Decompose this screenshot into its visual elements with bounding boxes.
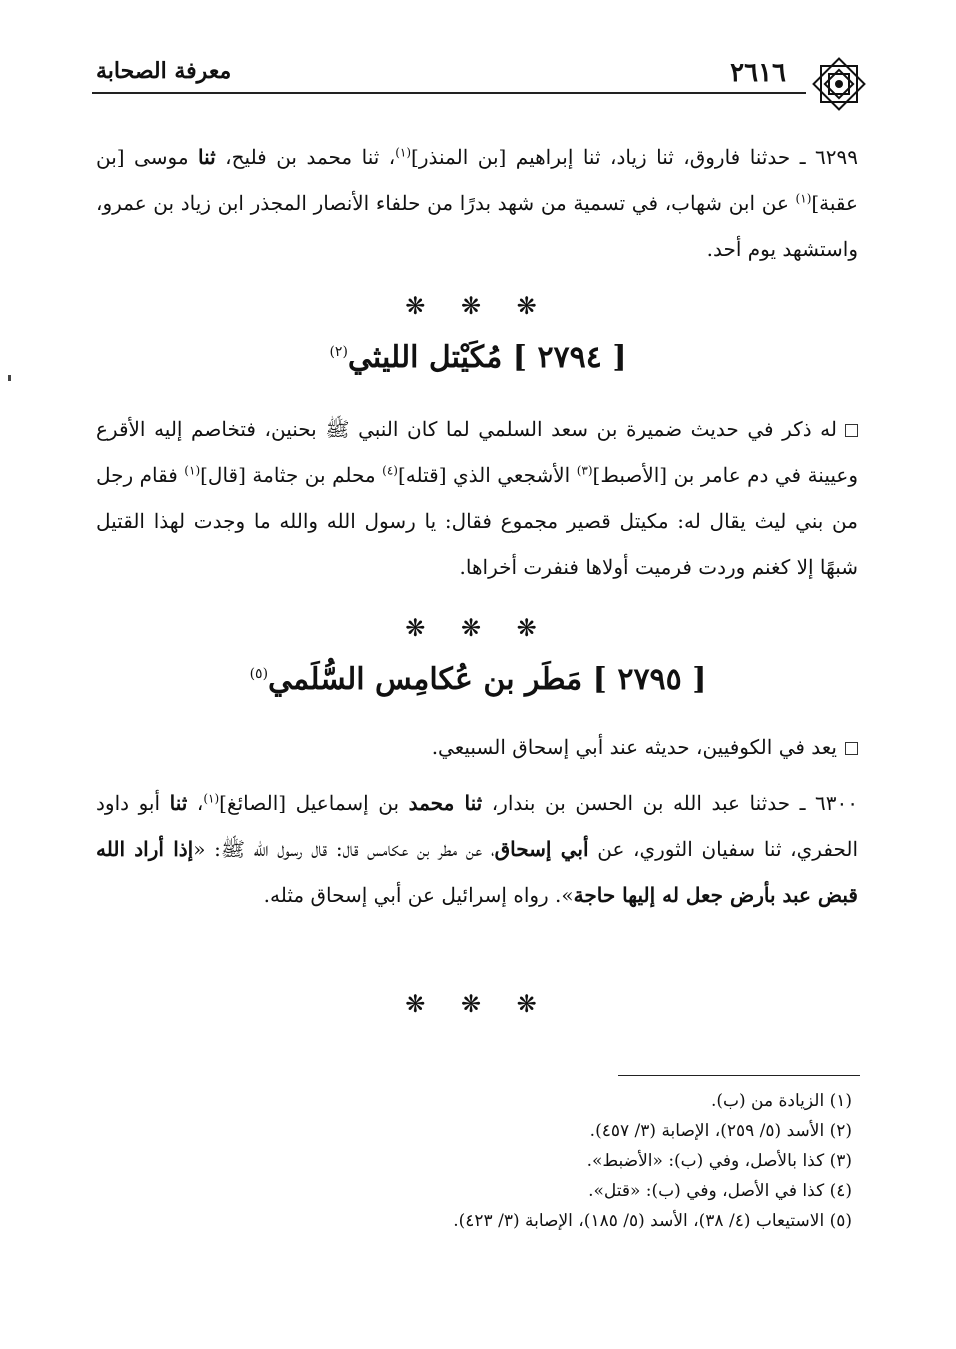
book-title: معرفة الصحابة [96,58,232,84]
scan-margin-mark [8,375,11,381]
entry-heading-2794: [ ٢٧٩٤ ] مُكَيْتل الليثي$^{(٢)}$ [329,340,627,375]
entry-heading-2795: [ ٢٧٩٥ ] مَطَر بن عُكامِس السُّلَمي$^{(٥)}$ [249,662,707,697]
footnote: (٣) كذا بالأصل، وفي (ب): «الأضبط». [586,1151,852,1171]
header-rule [92,92,806,94]
hadith-6299: ٦٢٩٩ ـ حدثنا فاروق، ثنا زياد، ثنا إبراهيم [بن المنذر]$^{(١)}$، ثنا محمد بن فليح، ثنا موسى [بن عقبة]$^{(١)}$ عن ابن شهاب، في تسمية من شهد بدرًا من حلفاء الأنصار المجذر ابن زياد بن عمرو، واستشهد يوم أحد. [96,145,859,261]
section-separator: ❋ ❋ ❋ [405,614,551,642]
footnote-ref: (٥) [249,666,269,682]
square-bullet-icon [845,424,858,437]
footnote-ref: (٣) [576,463,593,478]
entry-2795-text: يعد في الكوفيين، حديثه عند أبي إسحاق السبيعي. [96,724,858,770]
footnotes [96,1086,852,1236]
footnote-ref: (١) [795,191,812,206]
page-number: ٢٦١٦ [730,58,786,88]
footnote-ref: (١) [395,145,412,160]
square-bullet-icon [845,742,858,755]
octagram-ornament-icon [810,55,868,113]
footnote-ref: (١) [203,791,220,806]
footnote: (٥) الاستيعاب (٤/ ٣٨)، الأسد (٥/ ١٨٥)، الإصابة (٣/ ٤٢٣). [453,1211,852,1231]
footnote-ref: (٢) [329,344,348,360]
footnote-ref: (١) [184,463,201,478]
footnote: (١) الزيادة من (ب). [710,1091,852,1111]
footnote-rule [618,1075,860,1076]
footnote-ref: (٤) [382,463,398,478]
section-separator: ❋ ❋ ❋ [405,292,551,320]
footnote: (٤) كذا في الأصل، وفي (ب): «قتل». [588,1181,852,1201]
hadith-6300: ٦٣٠٠ ـ حدثنا عبد الله بن الحسن بن بندار، ثنا محمد بن إسماعيل [الصائغ]$^{(١)}$، ثنا أبو داود الحفري، ثنا سفيان الثوري، عن أبي إسحاق، عن مطر بن عكامس قال: قال رسول الله ﷺ: «إذا أراد الله قبض عبد بأرض جعل له إليها حاجة». رواه إسرائيل عن أبي إسحاق مثله. [96,791,859,907]
footnote: (٢) الأسد (٥/ ٢٥٩)، الإصابة (٣/ ٤٥٧). [589,1121,852,1141]
section-separator: ❋ ❋ ❋ [405,990,551,1018]
entry-2794-text: له ذكر في حديث ضميرة بن سعد السلمي لما كان النبي ﷺ بحنين، فتخاصم إليه الأقرع وعيينة في دم عامر بن [الأصبط]$^{(٣)}$ الأشجعي الذي [قتله]$^{(٤)}$ محلم بن جثامة [قال]$^{(١)}$ فقام رجل من بني ليث يقال له: مكيتل قصير مجموع فقال: يا رسول الله والله ما وجدت لهذا القتيل شبهًا إلا كغنم وردت فرميت أولاها فنفرت أخراها. [96,417,859,579]
